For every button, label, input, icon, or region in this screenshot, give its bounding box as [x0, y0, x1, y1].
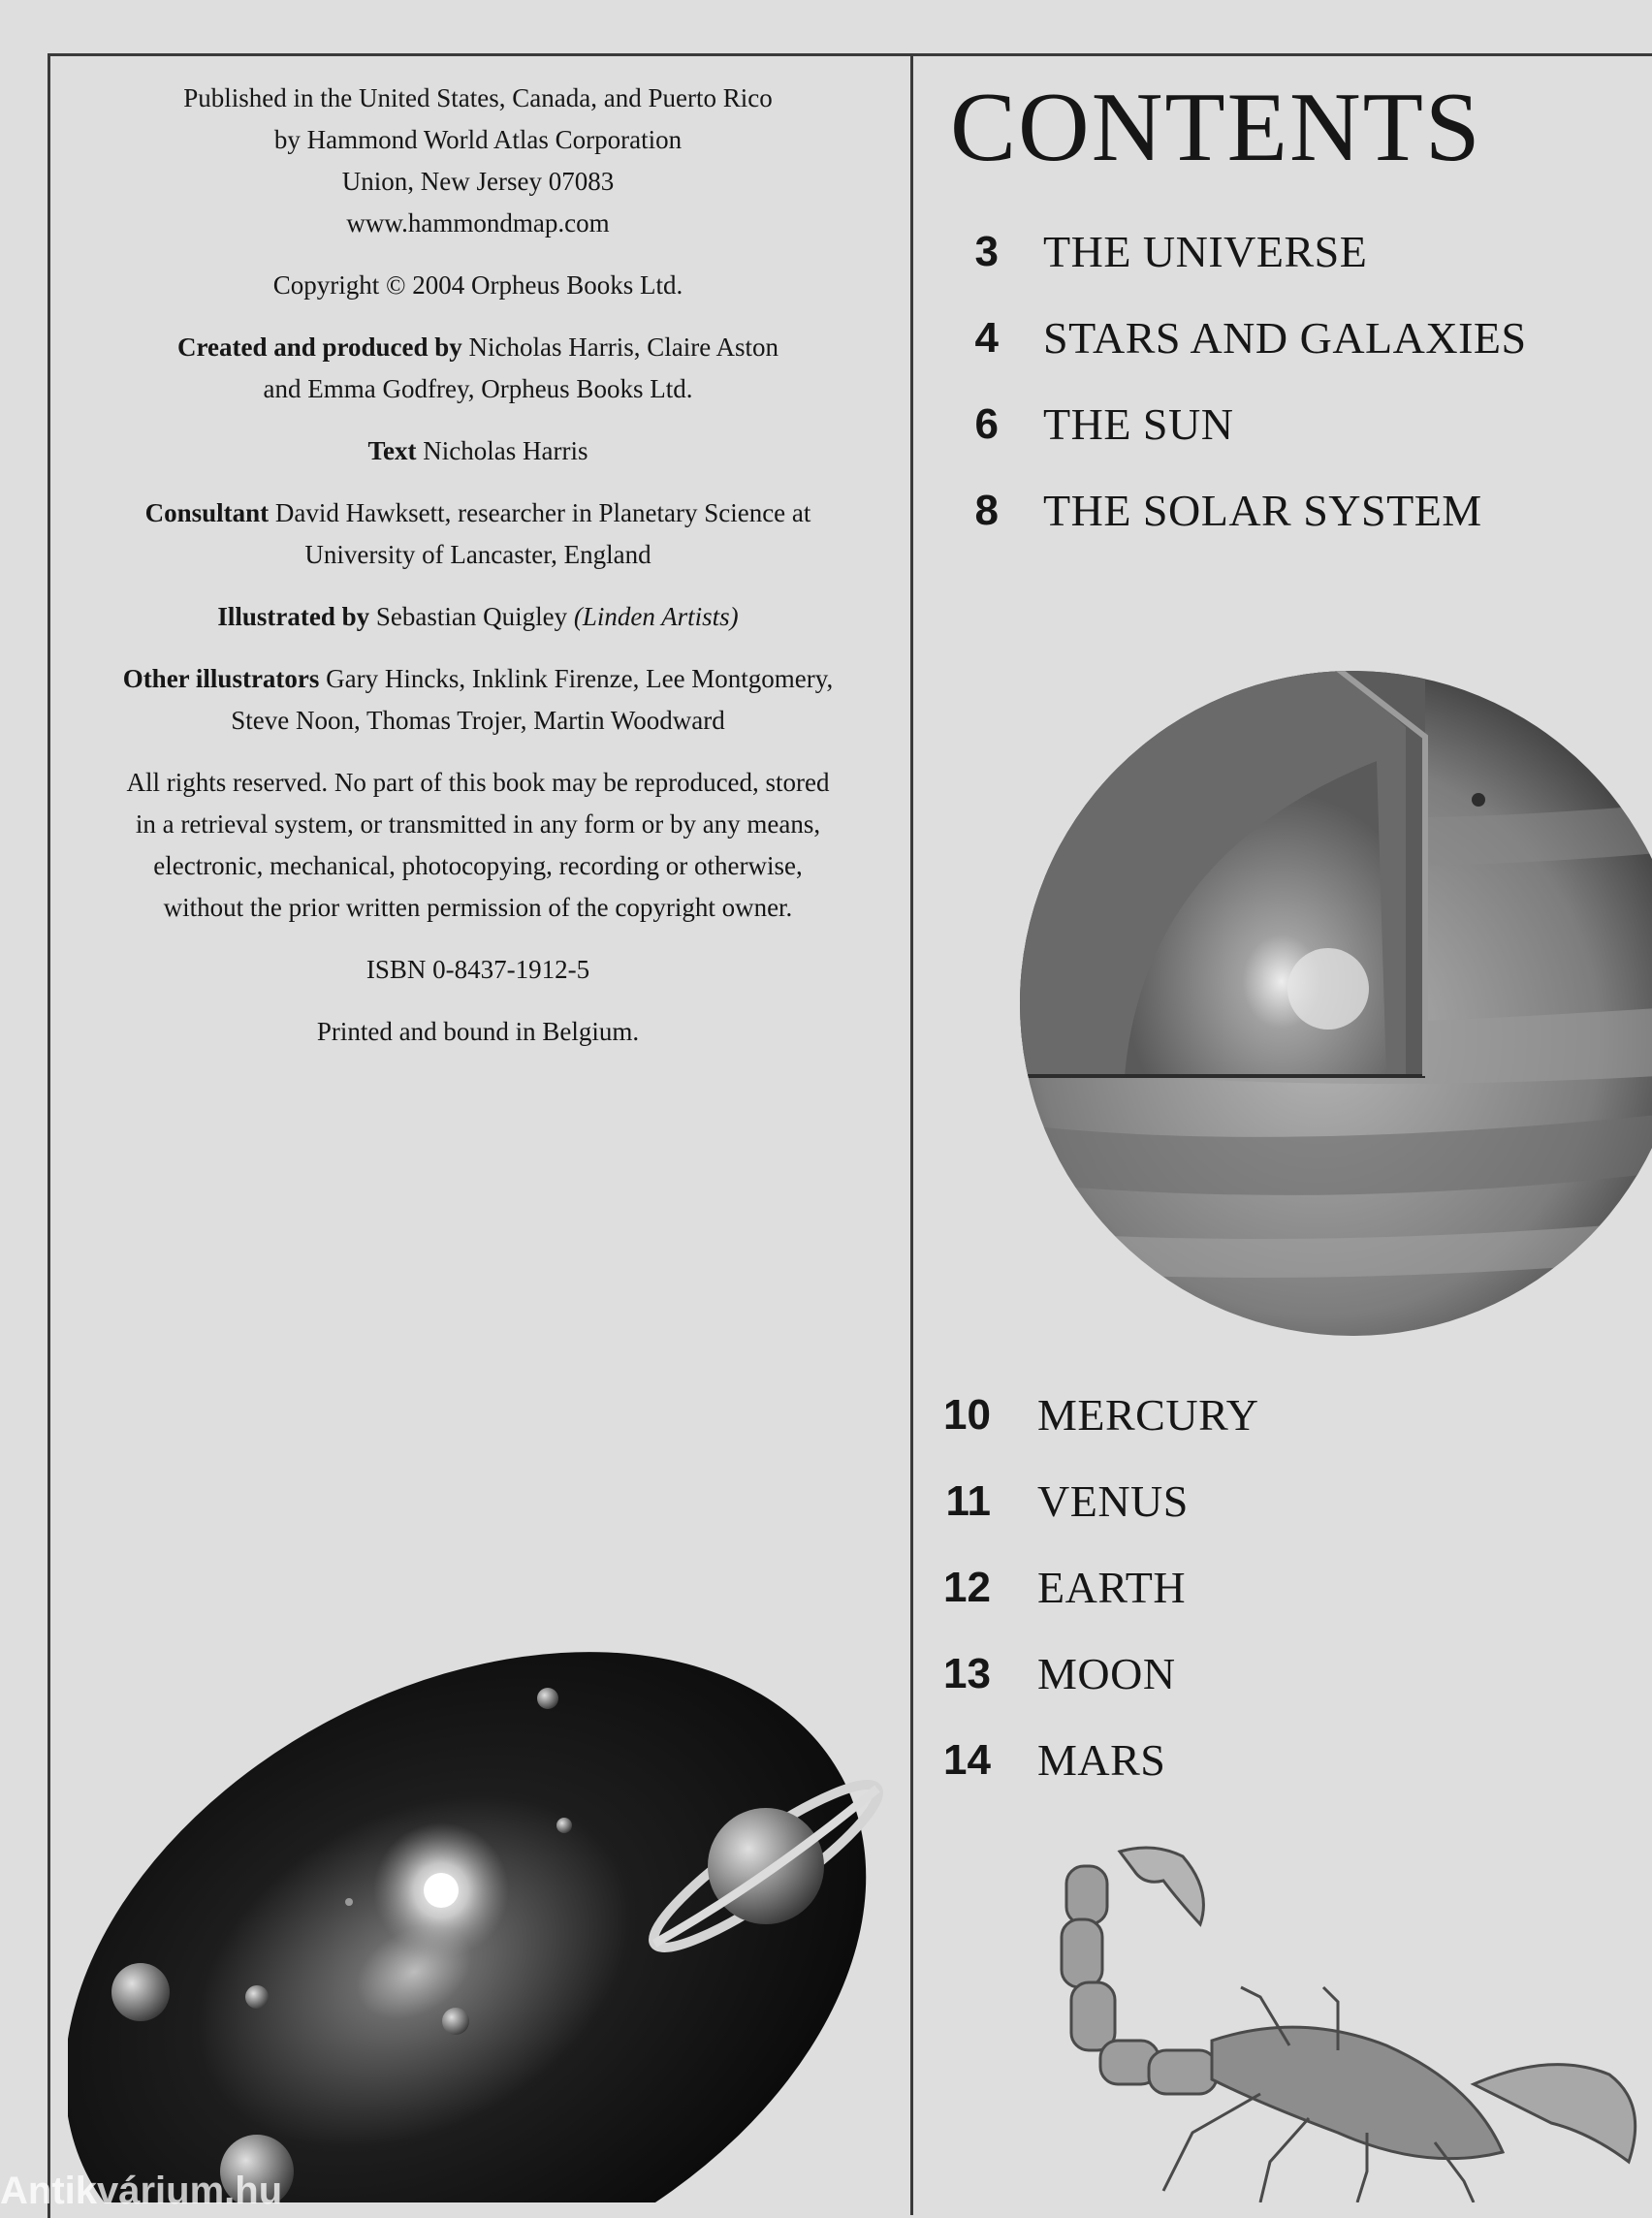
illustrated-agency: (Linden Artists): [573, 602, 739, 631]
publisher-block: [68, 78, 888, 244]
other-text: Steve Noon, Thomas Trojer, Martin Woodward: [231, 706, 725, 735]
created-text: Nicholas Harris, Claire Aston: [461, 333, 778, 362]
toc-title: STARS AND GALAXIES: [1043, 313, 1527, 363]
other-label: Other illustrators: [122, 664, 320, 693]
solar-system-illustration: [68, 1648, 892, 2202]
toc-page-number: 3: [974, 228, 999, 275]
rights-notice: [68, 762, 888, 929]
toc-title: EARTH: [1037, 1563, 1187, 1612]
toc-page-number: 4: [974, 314, 999, 362]
toc-title: THE UNIVERSE: [1043, 227, 1368, 276]
toc-page-number: 14: [943, 1736, 991, 1784]
other-illustrators-credit: [68, 658, 888, 742]
illustrated-label: Illustrated by: [217, 602, 370, 631]
contents-title: CONTENTS: [950, 73, 1482, 182]
toc-page-number: 12: [943, 1564, 991, 1611]
imprint-column: [68, 78, 888, 1073]
toc-title: MOON: [1037, 1649, 1176, 1698]
consultant-text: University of Lancaster, England: [304, 540, 651, 569]
rights-line: without the prior written permission of the copyright owner.: [163, 893, 793, 922]
publisher-line: Union, New Jersey 07083: [341, 167, 615, 196]
copyright-line: Copyright © 2004 Orpheus Books Ltd.: [272, 270, 683, 300]
consultant-label: Consultant: [144, 498, 270, 527]
rights-line: in a retrieval system, or transmitted in any form or by any means,: [135, 809, 821, 839]
text-credit: [68, 430, 888, 472]
created-label: Created and produced by: [177, 333, 462, 362]
watermark-text: Antikvárium.hu: [0, 2170, 283, 2212]
rights-line: All rights reserved. No part of this book may be reproduced, stored: [126, 768, 830, 797]
toc-page-number: 6: [974, 400, 999, 448]
text-value: Nicholas Harris: [416, 436, 588, 465]
publisher-url: www.hammondmap.com: [346, 208, 610, 238]
toc-page-number: 11: [945, 1477, 991, 1525]
toc-page-number: 13: [943, 1650, 991, 1697]
toc-page-number: 8: [974, 487, 999, 534]
created-credit: [68, 327, 888, 410]
toc-title: THE SUN: [1043, 399, 1234, 449]
illustrated-value: Sebastian Quigley: [369, 602, 574, 631]
toc-page-number: 10: [943, 1391, 991, 1439]
other-text: Gary Hincks, Inklink Firenze, Lee Montgomery,: [319, 664, 834, 693]
publisher-line: by Hammond World Atlas Corporation: [273, 125, 683, 154]
consultant-text: David Hawksett, researcher in Planetary Science at: [269, 498, 811, 527]
isbn-line: ISBN 0-8437-1912-5: [365, 955, 590, 984]
illustrated-credit: [68, 596, 888, 638]
column-divider: [910, 53, 913, 2215]
toc-title: THE SOLAR SYSTEM: [1043, 486, 1482, 535]
toc-title: VENUS: [1037, 1476, 1189, 1526]
rights-line: electronic, mechanical, photocopying, recording or otherwise,: [153, 851, 803, 880]
scorpion-illustration: [1047, 1842, 1652, 2202]
printed-line: Printed and bound in Belgium.: [316, 1017, 640, 1046]
jupiter-cutaway-illustration: [1018, 669, 1652, 1338]
created-text: and Emma Godfrey, Orpheus Books Ltd.: [263, 374, 693, 403]
consultant-credit: [68, 492, 888, 576]
text-label: Text: [367, 436, 417, 465]
toc-title: MARS: [1037, 1735, 1166, 1785]
toc-title: MERCURY: [1037, 1390, 1259, 1440]
publisher-line: Published in the United States, Canada, and Puerto Rico: [183, 83, 773, 112]
